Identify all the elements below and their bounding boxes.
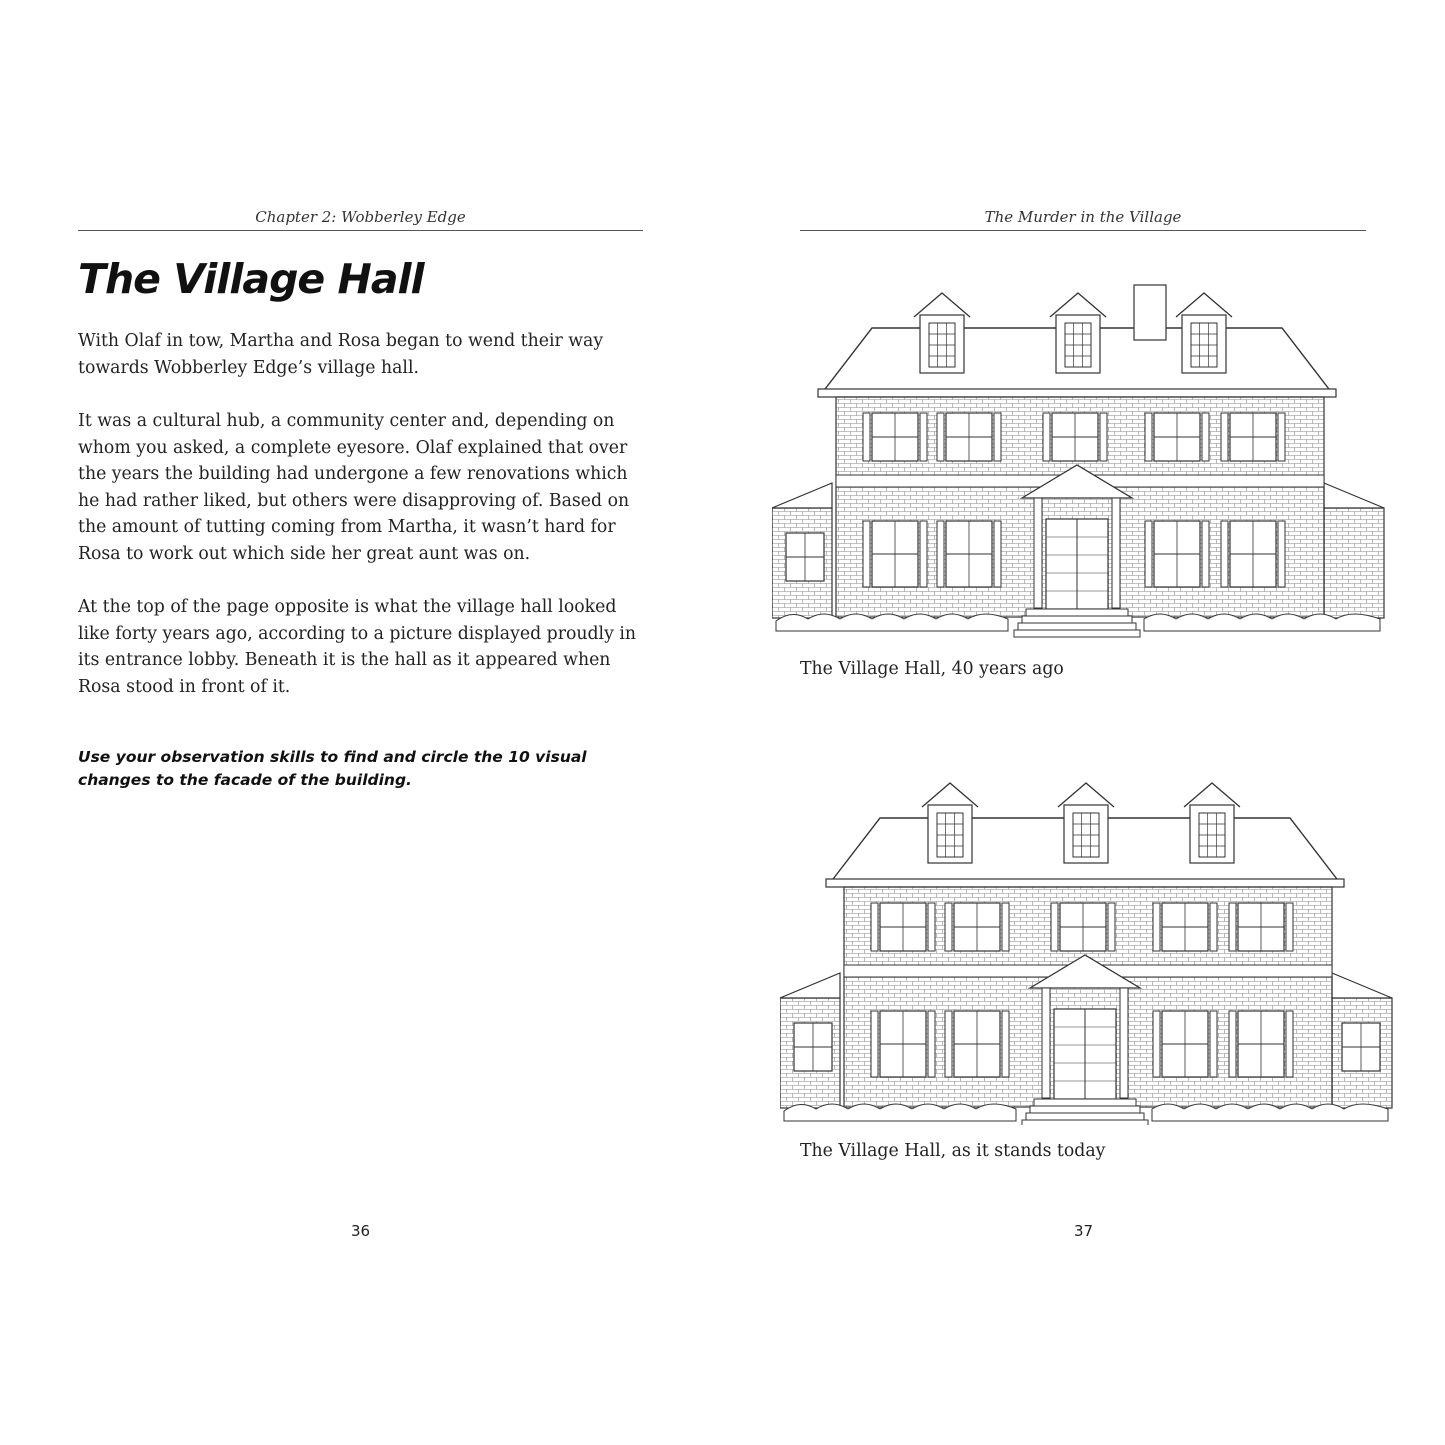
shutter	[994, 413, 1001, 461]
dormer	[1050, 293, 1106, 373]
paragraph-2: It was a cultural hub, a community center and, depending on whom you asked, a complete eyesore. Olaf explained that over the years the building had undergone a few renovations which he had rather liked, but others were disapproving of. Based on the amount of tutting coming from Martha, it wasn’t hard for Rosa to work out which side her great aunt was on.	[78, 411, 630, 564]
dormer	[1176, 293, 1232, 373]
lower-window	[1153, 1011, 1217, 1077]
header-rule	[800, 230, 1366, 231]
shutter	[1051, 903, 1058, 951]
lower-window	[945, 1011, 1009, 1077]
lower-window	[1229, 1011, 1293, 1077]
eave	[818, 389, 1336, 397]
shutter	[871, 1011, 878, 1077]
left-page	[0, 0, 722, 1445]
shutter	[1202, 521, 1209, 587]
lower-window	[863, 521, 927, 587]
figure-caption-new: The Village Hall, as it stands today	[800, 1141, 1106, 1161]
shutter	[1100, 413, 1107, 461]
shutter	[1153, 1011, 1160, 1077]
upper-window	[1153, 903, 1217, 951]
hedge	[1152, 1104, 1388, 1121]
shutter	[1229, 1011, 1236, 1077]
dormer	[914, 293, 970, 373]
column	[1042, 988, 1050, 1098]
shutter	[1229, 903, 1236, 951]
column	[1112, 498, 1120, 608]
shutter	[1002, 1011, 1009, 1077]
eave	[826, 879, 1344, 887]
dormer	[1184, 783, 1240, 863]
lower-window	[871, 1011, 935, 1077]
brick-wall	[1324, 508, 1384, 618]
shutter	[1153, 903, 1160, 951]
wing-window	[794, 1023, 832, 1071]
shutter	[1286, 1011, 1293, 1077]
step	[1034, 1099, 1136, 1106]
page-title: The Village Hall	[78, 255, 424, 303]
running-head: Chapter 2: Wobberley Edge	[255, 208, 466, 226]
shutter	[1202, 413, 1209, 461]
shutter	[1145, 521, 1152, 587]
upper-window	[945, 903, 1009, 951]
wing-roof	[1324, 483, 1384, 508]
shutter	[945, 903, 952, 951]
lower-window	[937, 521, 1001, 587]
wing-roof	[772, 483, 832, 508]
shutter	[871, 903, 878, 951]
page-number: 37	[1074, 1222, 1094, 1240]
shutter	[928, 1011, 935, 1077]
step	[1014, 630, 1140, 637]
lower-window	[1221, 521, 1285, 587]
wing-roof	[780, 973, 840, 998]
step	[1022, 1120, 1148, 1125]
shutter	[945, 1011, 952, 1077]
shutter	[1145, 413, 1152, 461]
upper-window	[1051, 903, 1115, 951]
running-head: The Murder in the Village	[984, 208, 1182, 226]
upper-window	[1145, 413, 1209, 461]
column	[1120, 988, 1128, 1098]
shutter	[863, 521, 870, 587]
hedge	[1144, 614, 1380, 631]
shutter	[937, 413, 944, 461]
dormer	[922, 783, 978, 863]
shutter	[928, 903, 935, 951]
village-hall-illustration-new	[780, 773, 1395, 1125]
shutter	[920, 521, 927, 587]
shutter	[1278, 521, 1285, 587]
shutter	[1210, 1011, 1217, 1077]
lower-window	[1145, 521, 1209, 587]
paragraph-3: At the top of the page opposite is what the village hall looked like forty years ago, according to a picture displayed proudly in its entrance lobby. Beneath it is the hall as it appeared when Rosa stood in front of it.	[78, 597, 636, 697]
shutter	[920, 413, 927, 461]
shutter	[1002, 903, 1009, 951]
wing-roof	[1332, 973, 1392, 998]
instruction-text: Use your observation skills to find and circle the 10 visual changes to the facade of the building.	[78, 748, 587, 789]
right-page	[722, 0, 1445, 1445]
dormer	[1058, 783, 1114, 863]
shutter	[1278, 413, 1285, 461]
shutter	[1221, 413, 1228, 461]
chimney	[1134, 285, 1166, 340]
paragraph-1: With Olaf in tow, Martha and Rosa began to wend their way towards Wobberley Edge’s village hall.	[78, 331, 604, 378]
upper-window	[1043, 413, 1107, 461]
step	[1030, 1106, 1140, 1113]
village-hall-illustration-old	[772, 283, 1387, 645]
step	[1026, 609, 1128, 616]
shutter	[1210, 903, 1217, 951]
step	[1026, 1113, 1144, 1120]
upper-window	[1229, 903, 1293, 951]
shutter	[1286, 903, 1293, 951]
page-number: 36	[351, 1222, 371, 1240]
upper-window	[1221, 413, 1285, 461]
shutter	[937, 521, 944, 587]
shutter	[1221, 521, 1228, 587]
shutter	[1043, 413, 1050, 461]
step	[1018, 623, 1136, 630]
step	[1022, 616, 1132, 623]
wing-window	[786, 533, 824, 581]
shutter	[1108, 903, 1115, 951]
wing-window	[1342, 1023, 1380, 1071]
shutter	[863, 413, 870, 461]
shutter	[994, 521, 1001, 587]
upper-window	[871, 903, 935, 951]
column	[1034, 498, 1042, 608]
upper-window	[937, 413, 1001, 461]
figure-caption-old: The Village Hall, 40 years ago	[800, 659, 1064, 679]
header-rule	[78, 230, 643, 231]
upper-window	[863, 413, 927, 461]
